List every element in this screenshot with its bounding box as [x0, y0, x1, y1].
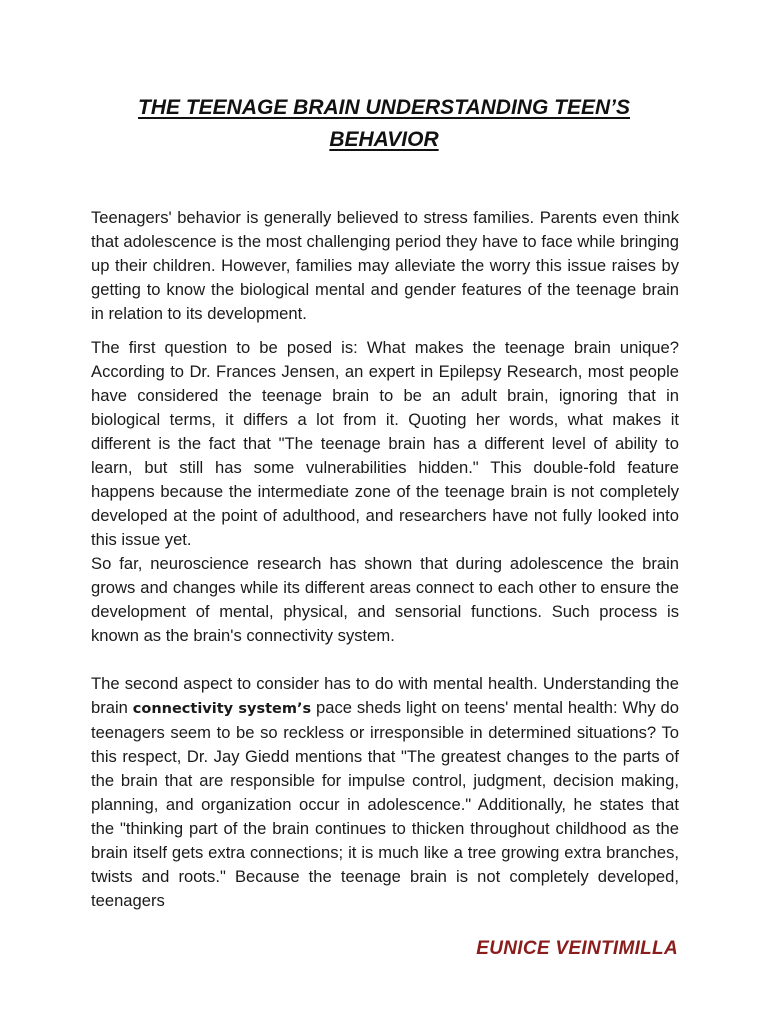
- paragraph-4: [91, 672, 679, 913]
- author-name: EUNICE VEINTIMILLA: [476, 938, 678, 959]
- paragraph-1: Teenagers' behavior is generally believed to stress families. Parents even think that adolescence is the most challenging period they have to face while bringing up their children. However, families may alleviate the worry this issue raises by getting to know the biological mental and gender features of the teenage brain in relation to its development.: [91, 208, 679, 323]
- paragraph-spacer: [91, 326, 679, 336]
- title-line-2: BEHAVIOR: [329, 128, 439, 151]
- paragraph-4-intro: The second aspect to consider has to do with mental health. Understanding the brain: [91, 674, 679, 717]
- document-body: [91, 206, 679, 913]
- title-line-1: THE TEENAGE BRAIN UNDERSTANDING TEEN’S: [138, 96, 630, 119]
- paragraph-4-rest: pace sheds light on teens' mental health: Why do teenagers seem to be so reckless or irresponsible in determined situations? To this respect, Dr. Jay Giedd mentions that "The greatest changes to the parts of the brain that are responsible for impulse control, judgment, decision making, planning, and organization occur in adolescence." Additionally, he states that the "thinking part of the brain continues to thicken throughout childhood as the brain itself gets extra connections; it is much like a tree growing extra branches, twists and roots." Because the teenage brain is not completely developed, teenagers: [91, 698, 679, 910]
- paragraph-4-emphasis: connectivity system’s: [132, 701, 312, 717]
- paragraph-3: So far, neuroscience research has shown that during adolescence the brain grows and changes while its different areas connect to each other to ensure the development of mental, physical, and sensorial functions. Such process is known as the brain's connectivity system.: [91, 554, 679, 645]
- paragraph-2: The first question to be posed is: What makes the teenage brain unique? According to Dr. Frances Jensen, an expert in Epilepsy Research, most people have considered the teenage brain to be an adult brain, ignoring that in biological terms, it differs a lot from it. Quoting her words, what makes it different is the fact that "The teenage brain has a different level of ability to learn, but still has some vulnerabilities hidden." This double-fold feature happens because the intermediate zone of the teenage brain is not completely developed at the point of adulthood, and researchers have not fully looked into this issue yet.: [91, 338, 679, 549]
- paragraph-spacer: [91, 648, 679, 672]
- document-title: [60, 92, 708, 156]
